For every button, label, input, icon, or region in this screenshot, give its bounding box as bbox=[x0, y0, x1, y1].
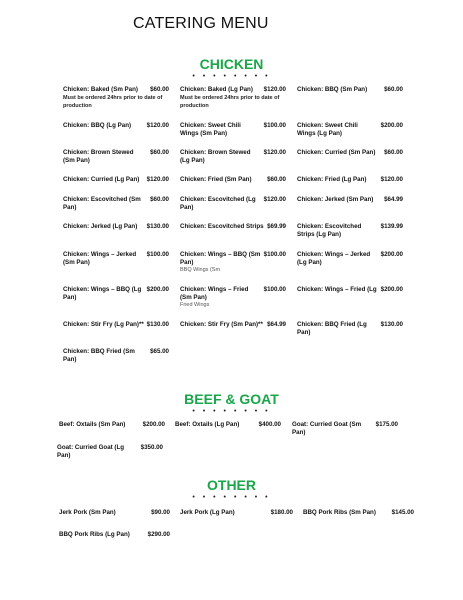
menu-item bbox=[297, 321, 403, 337]
item-price: $130.00 bbox=[380, 321, 403, 328]
item-name: Chicken: BBQ (Sm Pan) bbox=[297, 86, 368, 93]
menu-item bbox=[63, 122, 169, 138]
menu-item bbox=[180, 321, 286, 331]
item-price: $290.00 bbox=[147, 531, 170, 538]
item-name: Chicken: Wings – BBQ (Lg Pan) bbox=[63, 286, 142, 301]
menu-item bbox=[59, 509, 170, 519]
item-price: $64.99 bbox=[384, 196, 403, 203]
section-title-chicken: CHICKEN bbox=[199, 56, 264, 72]
item-price: $60.00 bbox=[150, 149, 169, 156]
item-name: Chicken: Stir Fry (Lg Pan)** bbox=[63, 321, 144, 328]
menu-item bbox=[63, 348, 169, 364]
item-name: Chicken: Fried (Lg Pan) bbox=[297, 176, 367, 183]
menu-item bbox=[180, 223, 286, 233]
item-name: Jerk Pork (Sm Pan) bbox=[59, 509, 116, 516]
item-name: Chicken: Escovitched Strips bbox=[180, 223, 264, 230]
item-price: $120.00 bbox=[146, 122, 169, 129]
item-name: Chicken: Escovitched Strips (Lg Pan) bbox=[297, 223, 362, 238]
item-name: Chicken: Escovitched (Lg Pan) bbox=[180, 196, 256, 211]
menu-item bbox=[63, 223, 169, 233]
item-name: BBQ Pork Ribs (Sm Pan) bbox=[303, 509, 376, 516]
item-price: $120.00 bbox=[263, 86, 286, 93]
item-name: Chicken: Brown Stewed (Lg Pan) bbox=[180, 149, 251, 164]
item-name: Chicken: BBQ Fried (Sm Pan) bbox=[63, 348, 135, 363]
menu-item bbox=[297, 251, 403, 267]
menu-item bbox=[303, 509, 414, 519]
item-name: Beef: Oxtails (Lg Pan) bbox=[175, 421, 240, 428]
menu-item bbox=[63, 149, 169, 165]
item-name: Chicken: Jerked (Sm Pan) bbox=[297, 196, 374, 203]
menu-item bbox=[180, 196, 286, 212]
menu-item bbox=[297, 149, 403, 159]
menu-item bbox=[180, 176, 286, 186]
item-name: Chicken: Baked (Lg Pan) bbox=[180, 86, 253, 93]
menu-item bbox=[180, 149, 286, 165]
menu-item bbox=[180, 122, 286, 138]
item-name: Goat: Curried Goat (Sm Pan) bbox=[292, 421, 362, 436]
menu-item bbox=[180, 509, 293, 519]
item-name: Chicken: Wings – Fried (Lg bbox=[297, 286, 377, 293]
item-price: $200.00 bbox=[142, 421, 165, 428]
item-price: $180.00 bbox=[270, 509, 293, 516]
item-name: Chicken: Stir Fry (Sm Pan)** bbox=[180, 321, 263, 328]
menu-item bbox=[297, 176, 403, 186]
item-name: Chicken: Escovitched (Sm Pan) bbox=[63, 196, 141, 211]
item-price: $100.00 bbox=[263, 122, 286, 129]
menu-item bbox=[297, 122, 403, 138]
item-subtext: BBQ Wings (Sm bbox=[180, 267, 221, 273]
item-price: $139.99 bbox=[380, 223, 403, 230]
item-price: $60.00 bbox=[150, 196, 169, 203]
menu-item bbox=[57, 444, 163, 460]
item-name: Chicken: Fried (Sm Pan) bbox=[180, 176, 252, 183]
item-price: $145.00 bbox=[391, 509, 414, 516]
item-name: Chicken: Sweet Chili Wings (Sm Pan) bbox=[180, 122, 241, 137]
item-note: Must be ordered 24hrs prior to date of production bbox=[180, 95, 280, 109]
menu-item bbox=[292, 421, 398, 436]
item-price: $100.00 bbox=[146, 251, 169, 258]
item-price: $120.00 bbox=[263, 149, 286, 156]
item-name: Chicken: Curried (Sm Pan) bbox=[297, 149, 376, 156]
item-price: $100.00 bbox=[263, 251, 286, 258]
item-name: Chicken: Wings – Jerked (Lg Pan) bbox=[297, 251, 371, 266]
menu-item bbox=[297, 223, 403, 239]
item-price: $120.00 bbox=[380, 176, 403, 183]
item-name: Chicken: Curried (Lg Pan) bbox=[63, 176, 140, 183]
item-subtext: Fried Wings bbox=[180, 302, 210, 308]
item-name: Beef: Oxtails (Sm Pan) bbox=[59, 421, 126, 428]
item-price: $130.00 bbox=[146, 223, 169, 230]
menu-item bbox=[180, 286, 286, 312]
section-dots-chicken: • • • • • • • • bbox=[192, 73, 271, 80]
item-name: Chicken: BBQ (Lg Pan) bbox=[63, 122, 132, 129]
item-name: Chicken: Wings – Fried (Sm Pan) bbox=[180, 286, 249, 301]
menu-item bbox=[63, 251, 169, 267]
item-name: Chicken: Jerked (Lg Pan) bbox=[63, 223, 138, 230]
page-title: CATERING MENU bbox=[133, 15, 269, 32]
menu-item bbox=[63, 86, 169, 112]
item-price: $200.00 bbox=[380, 251, 403, 258]
menu-item bbox=[63, 176, 169, 186]
item-price: $69.99 bbox=[267, 223, 286, 230]
item-price: $400.00 bbox=[258, 421, 281, 428]
item-price: $64.99 bbox=[267, 321, 286, 328]
section-dots-beef-goat: • • • • • • • • bbox=[192, 408, 271, 415]
menu-item bbox=[297, 286, 403, 296]
item-name: Jerk Pork (Lg Pan) bbox=[180, 509, 235, 516]
item-name: Goat: Curried Goat (Lg Pan) bbox=[57, 444, 125, 459]
section-title-beef-goat: BEEF & GOAT bbox=[184, 391, 279, 407]
menu-item bbox=[297, 196, 403, 206]
item-name: Chicken: Wings – BBQ (Sm Pan) bbox=[180, 251, 261, 266]
item-price: $65.00 bbox=[150, 348, 169, 355]
menu-item bbox=[59, 421, 165, 431]
menu-item bbox=[180, 86, 286, 112]
item-price: $60.00 bbox=[384, 86, 403, 93]
menu-item bbox=[297, 86, 403, 96]
item-note: Must be ordered 24hrs prior to date of production bbox=[63, 95, 163, 109]
item-price: $120.00 bbox=[263, 196, 286, 203]
item-price: $100.00 bbox=[263, 286, 286, 293]
item-name: Chicken: Wings – Jerked (Sm Pan) bbox=[63, 251, 137, 266]
item-price: $120.00 bbox=[146, 176, 169, 183]
item-price: $90.00 bbox=[151, 509, 170, 516]
menu-item bbox=[59, 531, 170, 541]
item-price: $350.00 bbox=[140, 444, 163, 451]
menu-item bbox=[180, 251, 286, 277]
item-price: $130.00 bbox=[146, 321, 169, 328]
item-price: $200.00 bbox=[380, 286, 403, 293]
menu-item bbox=[63, 321, 169, 331]
item-price: $60.00 bbox=[267, 176, 286, 183]
menu-item bbox=[63, 196, 169, 212]
item-price: $175.00 bbox=[375, 421, 398, 428]
item-name: Chicken: Baked (Sm Pan) bbox=[63, 86, 138, 93]
section-dots-other: • • • • • • • • bbox=[192, 494, 271, 501]
menu-item bbox=[63, 286, 169, 302]
item-price: $200.00 bbox=[146, 286, 169, 293]
item-name: Chicken: BBQ Fried (Lg Pan) bbox=[297, 321, 367, 336]
item-price: $200.00 bbox=[380, 122, 403, 129]
item-name: Chicken: Sweet Chili Wings (Lg Pan) bbox=[297, 122, 358, 137]
item-name: BBQ Pork Ribs (Lg Pan) bbox=[59, 531, 130, 538]
item-price: $60.00 bbox=[150, 86, 169, 93]
item-name: Chicken: Brown Stewed (Sm Pan) bbox=[63, 149, 134, 164]
section-title-other: OTHER bbox=[207, 477, 256, 493]
item-price: $60.00 bbox=[384, 149, 403, 156]
menu-item bbox=[175, 421, 281, 431]
